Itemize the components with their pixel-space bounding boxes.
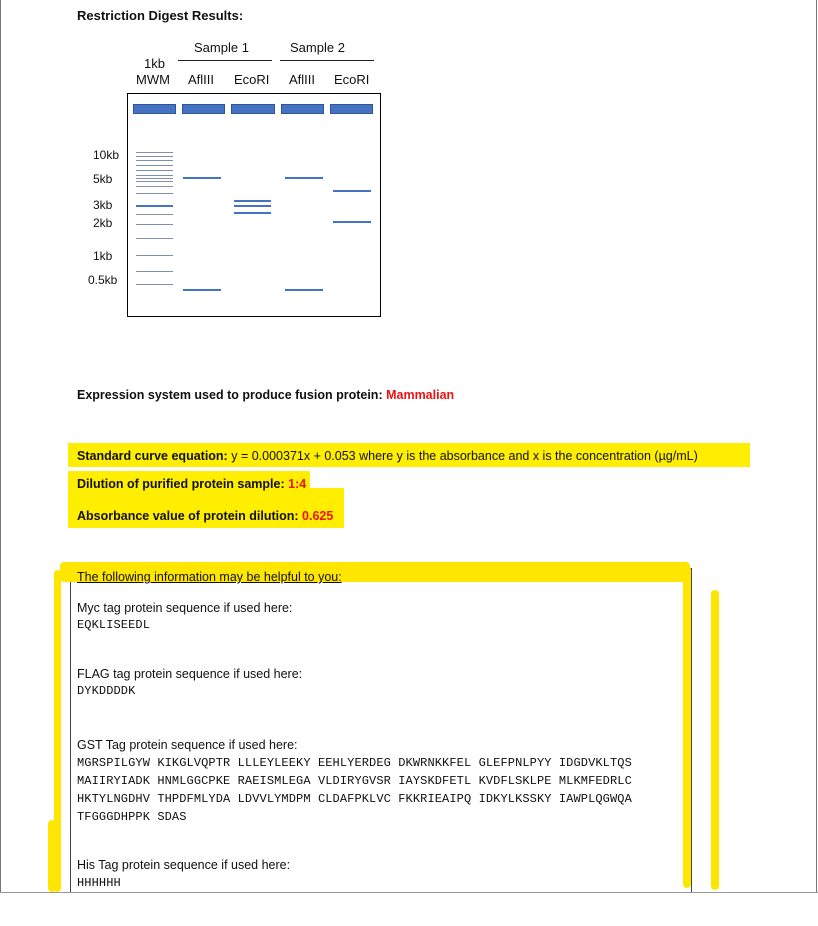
his-label: His Tag protein sequence if used here: bbox=[77, 858, 291, 872]
ladder-band bbox=[136, 224, 173, 225]
gel-band bbox=[285, 289, 323, 291]
dilution-label: Dilution of purified protein sample: bbox=[77, 477, 285, 491]
info-box bbox=[70, 568, 692, 893]
gel-band bbox=[285, 177, 323, 179]
ladder-band bbox=[136, 271, 173, 272]
flag-sequence: DYKDDDDK bbox=[77, 684, 136, 698]
gel-well bbox=[281, 104, 324, 114]
gel-band bbox=[183, 289, 221, 291]
ladder-band bbox=[136, 205, 173, 207]
sample1-underline bbox=[178, 60, 272, 61]
absorbance-line bbox=[77, 509, 333, 523]
ladder-band bbox=[136, 170, 173, 171]
his-sequence: HHHHHH bbox=[77, 876, 121, 890]
ladder-band bbox=[136, 175, 173, 176]
ladder-band bbox=[136, 255, 173, 256]
gel-band bbox=[234, 205, 271, 207]
sample2-label: Sample 2 bbox=[290, 40, 345, 55]
lane-label-mwm: MWM bbox=[136, 72, 170, 87]
flag-label: FLAG tag protein sequence if used here: bbox=[77, 667, 303, 681]
ladder-band bbox=[136, 178, 173, 179]
ladder-band bbox=[136, 156, 173, 157]
ladder-band bbox=[136, 165, 173, 166]
myc-label: Myc tag protein sequence if used here: bbox=[77, 601, 293, 615]
page-border-right bbox=[816, 0, 817, 892]
gel-band bbox=[333, 190, 371, 192]
expression-system-line bbox=[77, 388, 454, 402]
gel-well bbox=[182, 104, 225, 114]
sample2-underline bbox=[280, 60, 374, 61]
standard-curve-label: Standard curve equation: bbox=[77, 449, 228, 463]
page-border-left bbox=[0, 0, 1, 892]
absorbance-value: 0.625 bbox=[302, 509, 334, 523]
ladder-band bbox=[136, 181, 173, 182]
gel-band bbox=[183, 177, 221, 179]
gel-band bbox=[234, 200, 271, 202]
ladder-band bbox=[136, 186, 173, 187]
highlight-mark bbox=[711, 590, 719, 890]
gst-sequence-line: HKTYLNGDHV THPDFMLYDA LDVVLYMDPM CLDAFPKLVC FKKRIEAIPQ IDKYLKSSKY IAWPLQGWQA bbox=[77, 792, 632, 806]
standard-curve-value: y = 0.000371x + 0.053 where y is the absorbance and x is the concentration (µg/mL) bbox=[231, 449, 698, 463]
expression-system-value: Mammalian bbox=[386, 388, 455, 402]
info-heading: The following information may be helpful to you: bbox=[77, 570, 342, 584]
ladder-band bbox=[136, 160, 173, 161]
ladder-band bbox=[136, 193, 173, 194]
ladder-band bbox=[136, 284, 173, 285]
mw-label-10kb: 10kb bbox=[93, 148, 120, 162]
gst-sequence-line: MGRSPILGYW KIKGLVQPTR LLLEYLEEKY EEHLYERDEG DKWRNKKFEL GLEFPNLPYY IDGDVKLTQS bbox=[77, 756, 632, 770]
gst-label: GST Tag protein sequence if used here: bbox=[77, 738, 298, 752]
sample1-label: Sample 1 bbox=[194, 40, 249, 55]
expression-system-label: Expression system used to produce fusion protein: bbox=[77, 388, 383, 402]
absorbance-label: Absorbance value of protein dilution: bbox=[77, 509, 299, 523]
ladder-band bbox=[136, 238, 173, 239]
mw-label-3kb: 3kb bbox=[93, 198, 113, 212]
mw-label-5kb: 5kb bbox=[93, 172, 113, 186]
page-bottom-edge bbox=[0, 892, 818, 893]
mw-label-1kb: 1kb bbox=[93, 249, 113, 263]
lane-label-ecori-2: EcoRI bbox=[334, 72, 370, 87]
highlight-mark bbox=[48, 820, 56, 892]
ladder-band bbox=[136, 214, 173, 215]
gst-sequence-line: MAIIRYIADK HNMLGGCPKE RAEISMLEGA VLDIRYGVSR IAYSKDFETL KVDFLSKLPE MLKMFEDRLC bbox=[77, 774, 632, 788]
ladder-band bbox=[136, 152, 173, 153]
lane-label-afliii-2: AflIII bbox=[289, 72, 316, 87]
mw-label-2kb: 2kb bbox=[93, 216, 113, 230]
myc-sequence: EQKLISEEDL bbox=[77, 618, 151, 632]
mw-label-0-5kb: 0.5kb bbox=[88, 273, 118, 287]
dilution-value: 1:4 bbox=[288, 477, 307, 491]
gel-band bbox=[333, 221, 371, 223]
dilution-line bbox=[77, 477, 306, 491]
lane-label-ecori-1: EcoRI bbox=[234, 72, 270, 87]
lane-label-afliii-1: AflIII bbox=[188, 72, 215, 87]
gel-well bbox=[231, 104, 275, 114]
gel-well bbox=[133, 104, 176, 114]
standard-curve-line bbox=[77, 449, 698, 463]
gst-sequence-line: TFGGGDHPPK SDAS bbox=[77, 810, 187, 824]
section-title: Restriction Digest Results: bbox=[77, 8, 244, 23]
mwm-size-label: 1kb bbox=[144, 56, 165, 71]
gel-band bbox=[234, 212, 271, 214]
gel-well bbox=[330, 104, 373, 114]
highlight-mark bbox=[683, 566, 691, 888]
